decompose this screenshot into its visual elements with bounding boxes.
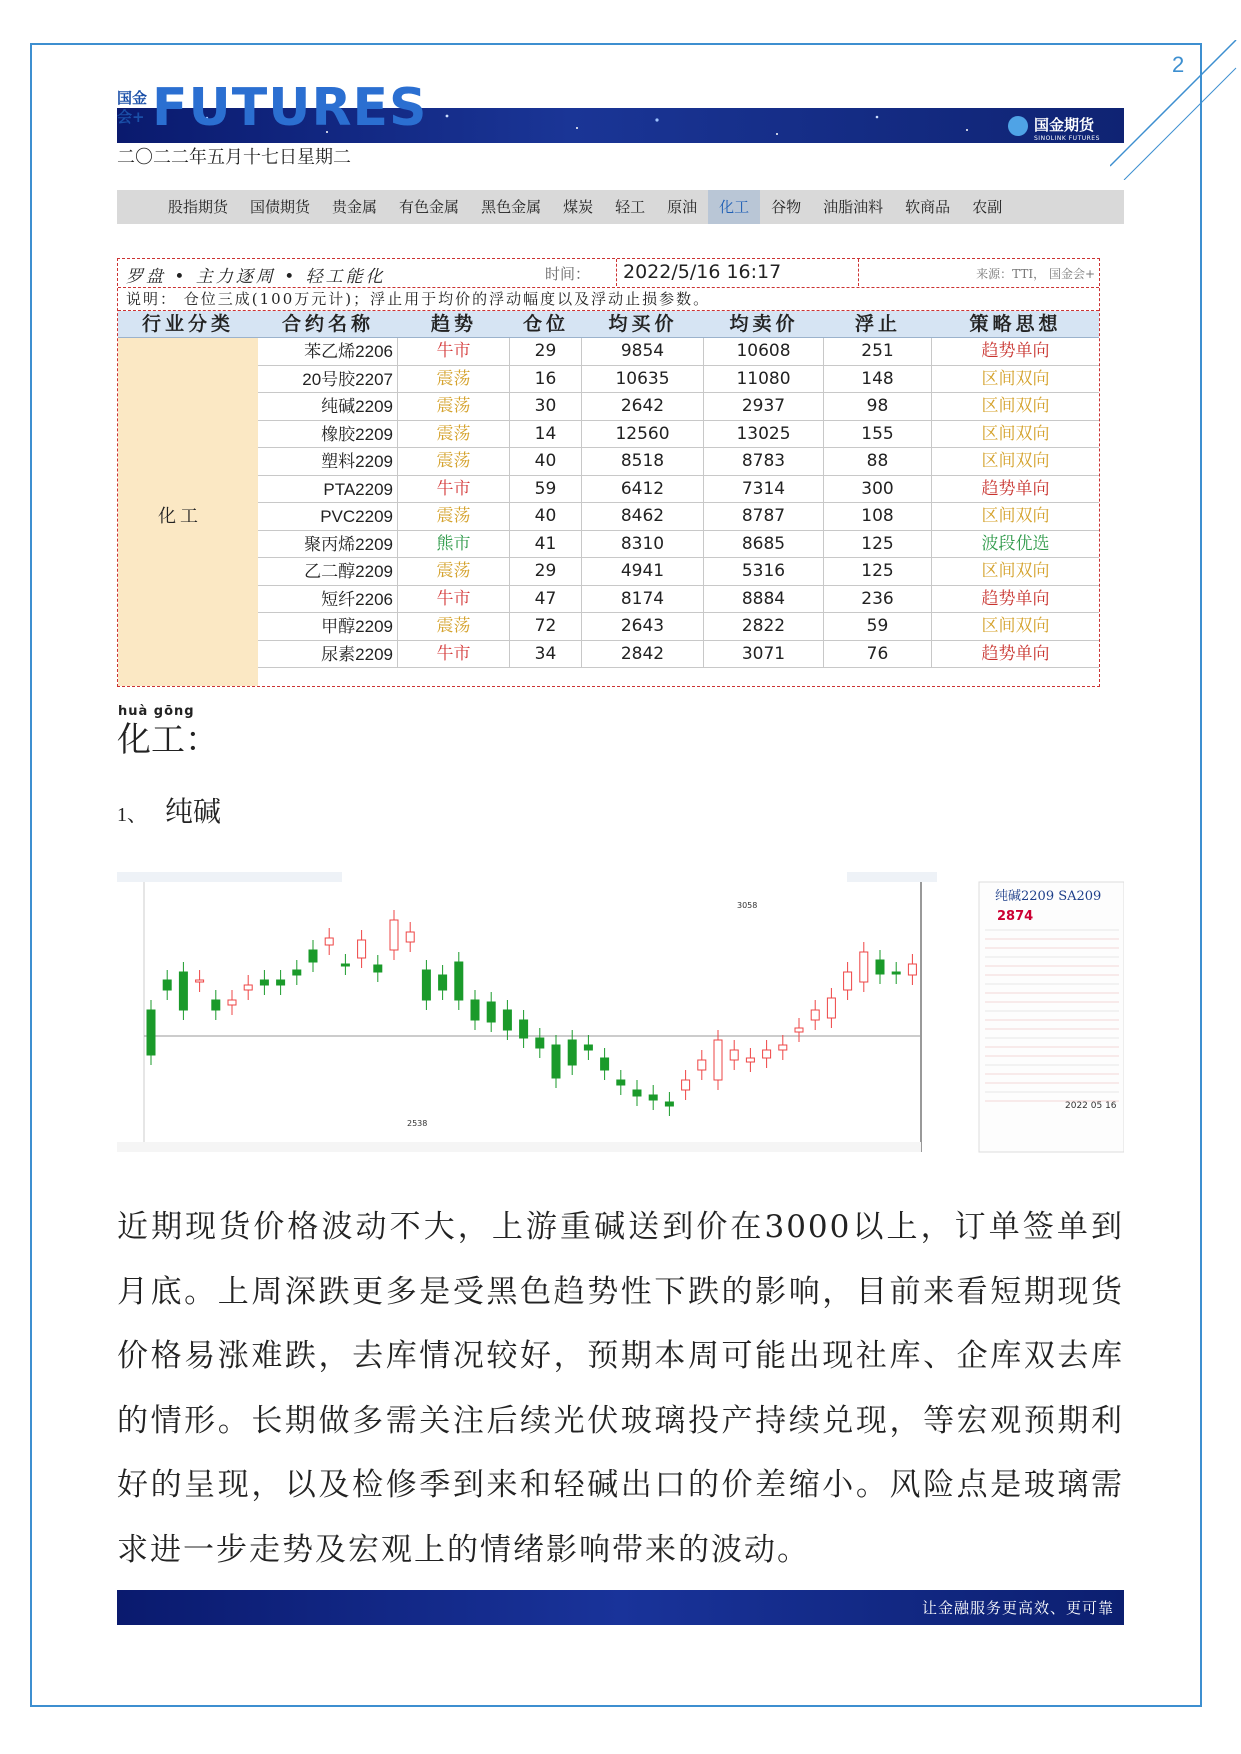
logo-futures: FUTURES [152,78,428,138]
footer-banner [117,1590,1124,1625]
candle-body [309,950,317,962]
avg-sell-cell: 10608 [704,338,824,366]
trend-cell: 牛市 [398,641,510,669]
candle-body [617,1080,625,1085]
avg-buy-cell: 10635 [582,366,704,394]
avg-sell-cell: 13025 [704,421,824,449]
position-cell: 29 [510,338,582,366]
candle-body [422,970,430,1000]
nav-item[interactable]: 煤炭 [563,198,594,216]
candle-body [827,998,835,1018]
analysis-paragraph: 近期现货价格波动不大，上游重碱送到价在3000以上，订单签单到月底。上周深跌更多是受黑色趋势性下跌的影响，目前来看短期现货价格易涨难跌，去库情况较好，预期本周可能出现社库、企库双去库的情形。长期做多需关注后续光伏玻璃投产持续兑现，等宏观预期利好的呈现，以及检修季到来和轻碱出口的价差缩小。风险点是玻璃需求进一步走势及宏观上的情绪影响带来的波动。 [117,1209,1124,1568]
candle-body [520,1020,528,1038]
candle-body [244,985,252,990]
strategy-cell: 区间双向 [932,448,1099,476]
candle-body [633,1090,641,1096]
contract-name-cell: 尿素2209 [258,641,398,669]
trend-cell: 震荡 [398,393,510,421]
candle-body [390,920,398,950]
candle-body [649,1095,657,1100]
brand-en: SINOLINK FUTURES [1034,135,1100,142]
contract-name-cell: 苯乙烯2206 [258,338,398,366]
quote-date: 2022 05 16 [1065,1101,1117,1111]
chart-toolbar [117,872,342,882]
candle-body [471,1000,479,1020]
brand-cn: 国金期货 [1034,116,1095,134]
contract-name-cell: PTA2209 [258,476,398,504]
float-stop-cell: 76 [824,641,932,669]
candle-body [503,1010,511,1030]
float-stop-cell: 125 [824,531,932,559]
brand-logo-icon [1008,116,1028,136]
float-stop-cell: 125 [824,558,932,586]
table-rows [258,338,1099,668]
table-row [258,338,1099,366]
candle-body [487,1002,495,1022]
contract-name-cell: 20号胶2207 [258,366,398,394]
candle-body [876,960,884,974]
nav-item[interactable]: 轻工 [615,198,646,216]
candle-body [293,970,301,975]
contract-name-cell: 乙二醇2209 [258,558,398,586]
table-row [258,613,1099,641]
quote-last: 2874 [997,909,1034,924]
candle-body [568,1040,576,1065]
header-category: 行业分类 [141,313,234,335]
avg-sell-cell: 8787 [704,503,824,531]
candle-body [147,1010,155,1055]
table-row [258,421,1099,449]
avg-buy-cell: 6412 [582,476,704,504]
avg-sell-cell: 3071 [704,641,824,669]
strategy-cell: 趋势单向 [932,476,1099,504]
trend-cell: 牛市 [398,586,510,614]
position-cell: 40 [510,503,582,531]
position-cell: 29 [510,558,582,586]
high-marker: 3058 [737,901,758,910]
avg-buy-cell: 8462 [582,503,704,531]
avg-buy-cell: 12560 [582,421,704,449]
strategy-cell: 区间双向 [932,503,1099,531]
table-note: 说明： 仓位三成(100万元计)；浮止用于均价的浮动幅度以及浮动止损参数。 [118,288,1099,311]
strategy-cell: 区间双向 [932,558,1099,586]
strategy-cell: 趋势单向 [932,641,1099,669]
trend-cell: 牛市 [398,476,510,504]
candle-body [665,1102,673,1106]
nav-item[interactable]: 农副 [972,198,1003,216]
candle-body [260,980,268,985]
header-float-stop: 浮止 [854,313,901,335]
candle-body [358,940,366,958]
nav-item[interactable]: 贵金属 [332,198,378,216]
strategy-cell: 趋势单向 [932,338,1099,366]
subsection-number: 1、 [117,804,147,826]
header-contract: 合约名称 [281,313,374,335]
contract-name-cell: 纯碱2209 [258,393,398,421]
position-cell: 72 [510,613,582,641]
category-cell [118,338,258,686]
avg-buy-cell: 4941 [582,558,704,586]
candle-body [455,962,463,1000]
candle-body [908,964,916,975]
category-label: 化工 [158,506,202,527]
candle-body [779,1045,787,1050]
table-row [258,448,1099,476]
low-marker: 2538 [407,1119,428,1128]
table-title: 罗盘 • 主力逐周 • 轻工能化 [126,267,386,287]
table-body [118,338,1099,686]
nav-item[interactable]: 化工 [708,190,760,224]
page-number: 2 [1172,52,1185,77]
nav-item[interactable]: 国债期货 [250,198,311,216]
position-cell: 41 [510,531,582,559]
table-row [258,476,1099,504]
candle-body [212,1000,220,1010]
report-date: 二〇二二年五月十七日星期二 [117,147,351,168]
avg-sell-cell: 2822 [704,613,824,641]
nav-item[interactable]: 黑色金属 [481,198,542,216]
footer-slogan: 让金融服务更高效、更可靠 [921,1599,1114,1617]
trend-cell: 震荡 [398,613,510,641]
float-stop-cell: 59 [824,613,932,641]
avg-buy-cell: 9854 [582,338,704,366]
chart-toolbar-right [847,872,937,882]
brand-name [1034,114,1100,142]
candle-body [341,964,349,966]
category-nav [117,190,1124,224]
contract-name-cell: PVC2209 [258,503,398,531]
section-title: 化工： [117,720,219,760]
time-value: 2022/5/16 16:17 [616,259,859,286]
table-row [258,586,1099,614]
table-row [258,641,1099,669]
candle-body [892,972,900,974]
float-stop-cell: 108 [824,503,932,531]
table-row [258,558,1099,586]
nav-item[interactable]: 油脂油料 [823,198,884,216]
float-stop-cell: 155 [824,421,932,449]
candle-body [763,1050,771,1058]
time-label: 时间： [545,265,591,283]
nav-item[interactable]: 有色金属 [399,198,460,216]
table-header [118,311,1099,338]
header-strategy: 策略思想 [969,313,1062,335]
table-row [258,366,1099,394]
logo-cn: 国金会+ [117,89,148,126]
candle-body [860,952,868,982]
candle-body [277,980,285,985]
quote-symbol: 纯碱2209 SA209 [995,889,1102,904]
candle-body [536,1038,544,1048]
avg-buy-cell: 8518 [582,448,704,476]
avg-sell-cell: 8884 [704,586,824,614]
section-pinyin: huà gōng [118,704,195,719]
position-cell: 40 [510,448,582,476]
nav-item[interactable]: 谷物 [771,198,802,216]
subsection-title [117,790,221,830]
candle-body [228,1000,236,1005]
strategy-cell: 区间双向 [932,421,1099,449]
float-stop-cell: 300 [824,476,932,504]
float-stop-cell: 251 [824,338,932,366]
corner-decoration [1110,40,1240,180]
candle-body [584,1045,592,1050]
table-row [258,393,1099,421]
avg-sell-cell: 2937 [704,393,824,421]
candle-body [730,1050,738,1060]
candle-body [795,1028,803,1032]
avg-sell-cell: 11080 [704,366,824,394]
candle-body [746,1058,754,1062]
trend-cell: 震荡 [398,558,510,586]
position-cell: 59 [510,476,582,504]
candle-body [714,1040,722,1080]
float-stop-cell: 236 [824,586,932,614]
strategy-cell: 区间双向 [932,613,1099,641]
candle-body [844,972,852,990]
header-position: 仓位 [522,313,569,335]
strategy-table [117,258,1100,687]
nav-item[interactable]: 原油 [667,198,698,216]
avg-sell-cell: 5316 [704,558,824,586]
table-row [258,503,1099,531]
nav-item[interactable]: 股指期货 [168,198,229,216]
avg-sell-cell: 8685 [704,531,824,559]
trend-cell: 震荡 [398,448,510,476]
candle-body [698,1060,706,1070]
strategy-cell: 区间双向 [932,393,1099,421]
contract-name-cell: 甲醇2209 [258,613,398,641]
header-trend: 趋势 [430,313,477,335]
trend-cell: 熊市 [398,531,510,559]
table-top-bar [118,259,1099,288]
contract-name-cell: 聚丙烯2209 [258,531,398,559]
candle-body [552,1045,560,1078]
candle-body [601,1058,609,1070]
soda-ash-kline-chart [117,860,1124,1162]
avg-buy-cell: 2643 [582,613,704,641]
position-cell: 47 [510,586,582,614]
position-cell: 16 [510,366,582,394]
position-cell: 14 [510,421,582,449]
candle-body [163,980,171,990]
strategy-cell: 波段优选 [932,531,1099,559]
float-stop-cell: 88 [824,448,932,476]
contract-name-cell: 短纤2206 [258,586,398,614]
candle-body [196,980,204,982]
float-stop-cell: 98 [824,393,932,421]
position-cell: 30 [510,393,582,421]
candle-body [179,972,187,1010]
table-row [258,531,1099,559]
avg-buy-cell: 2842 [582,641,704,669]
candle-body [439,975,447,990]
candle-body [374,965,382,972]
strategy-cell: 趋势单向 [932,586,1099,614]
header-avg-buy: 均买价 [608,313,678,335]
source-label: 来源：TTI， 国金会+ [976,267,1095,281]
candle-body [325,938,333,945]
candle-body [406,932,414,942]
contract-name-cell: 橡胶2209 [258,421,398,449]
float-stop-cell: 148 [824,366,932,394]
candle-body [682,1080,690,1090]
avg-buy-cell: 8310 [582,531,704,559]
contract-name-cell: 塑料2209 [258,448,398,476]
avg-sell-cell: 8783 [704,448,824,476]
trend-cell: 牛市 [398,338,510,366]
trend-cell: 震荡 [398,503,510,531]
trend-cell: 震荡 [398,366,510,394]
avg-sell-cell: 7314 [704,476,824,504]
subsection-label: 纯碱 [165,795,222,828]
strategy-cell: 区间双向 [932,366,1099,394]
candle-body [811,1010,819,1020]
avg-buy-cell: 2642 [582,393,704,421]
avg-buy-cell: 8174 [582,586,704,614]
nav-item[interactable]: 软商品 [905,198,951,216]
header-avg-sell: 均卖价 [729,313,799,335]
position-cell: 34 [510,641,582,669]
trend-cell: 震荡 [398,421,510,449]
